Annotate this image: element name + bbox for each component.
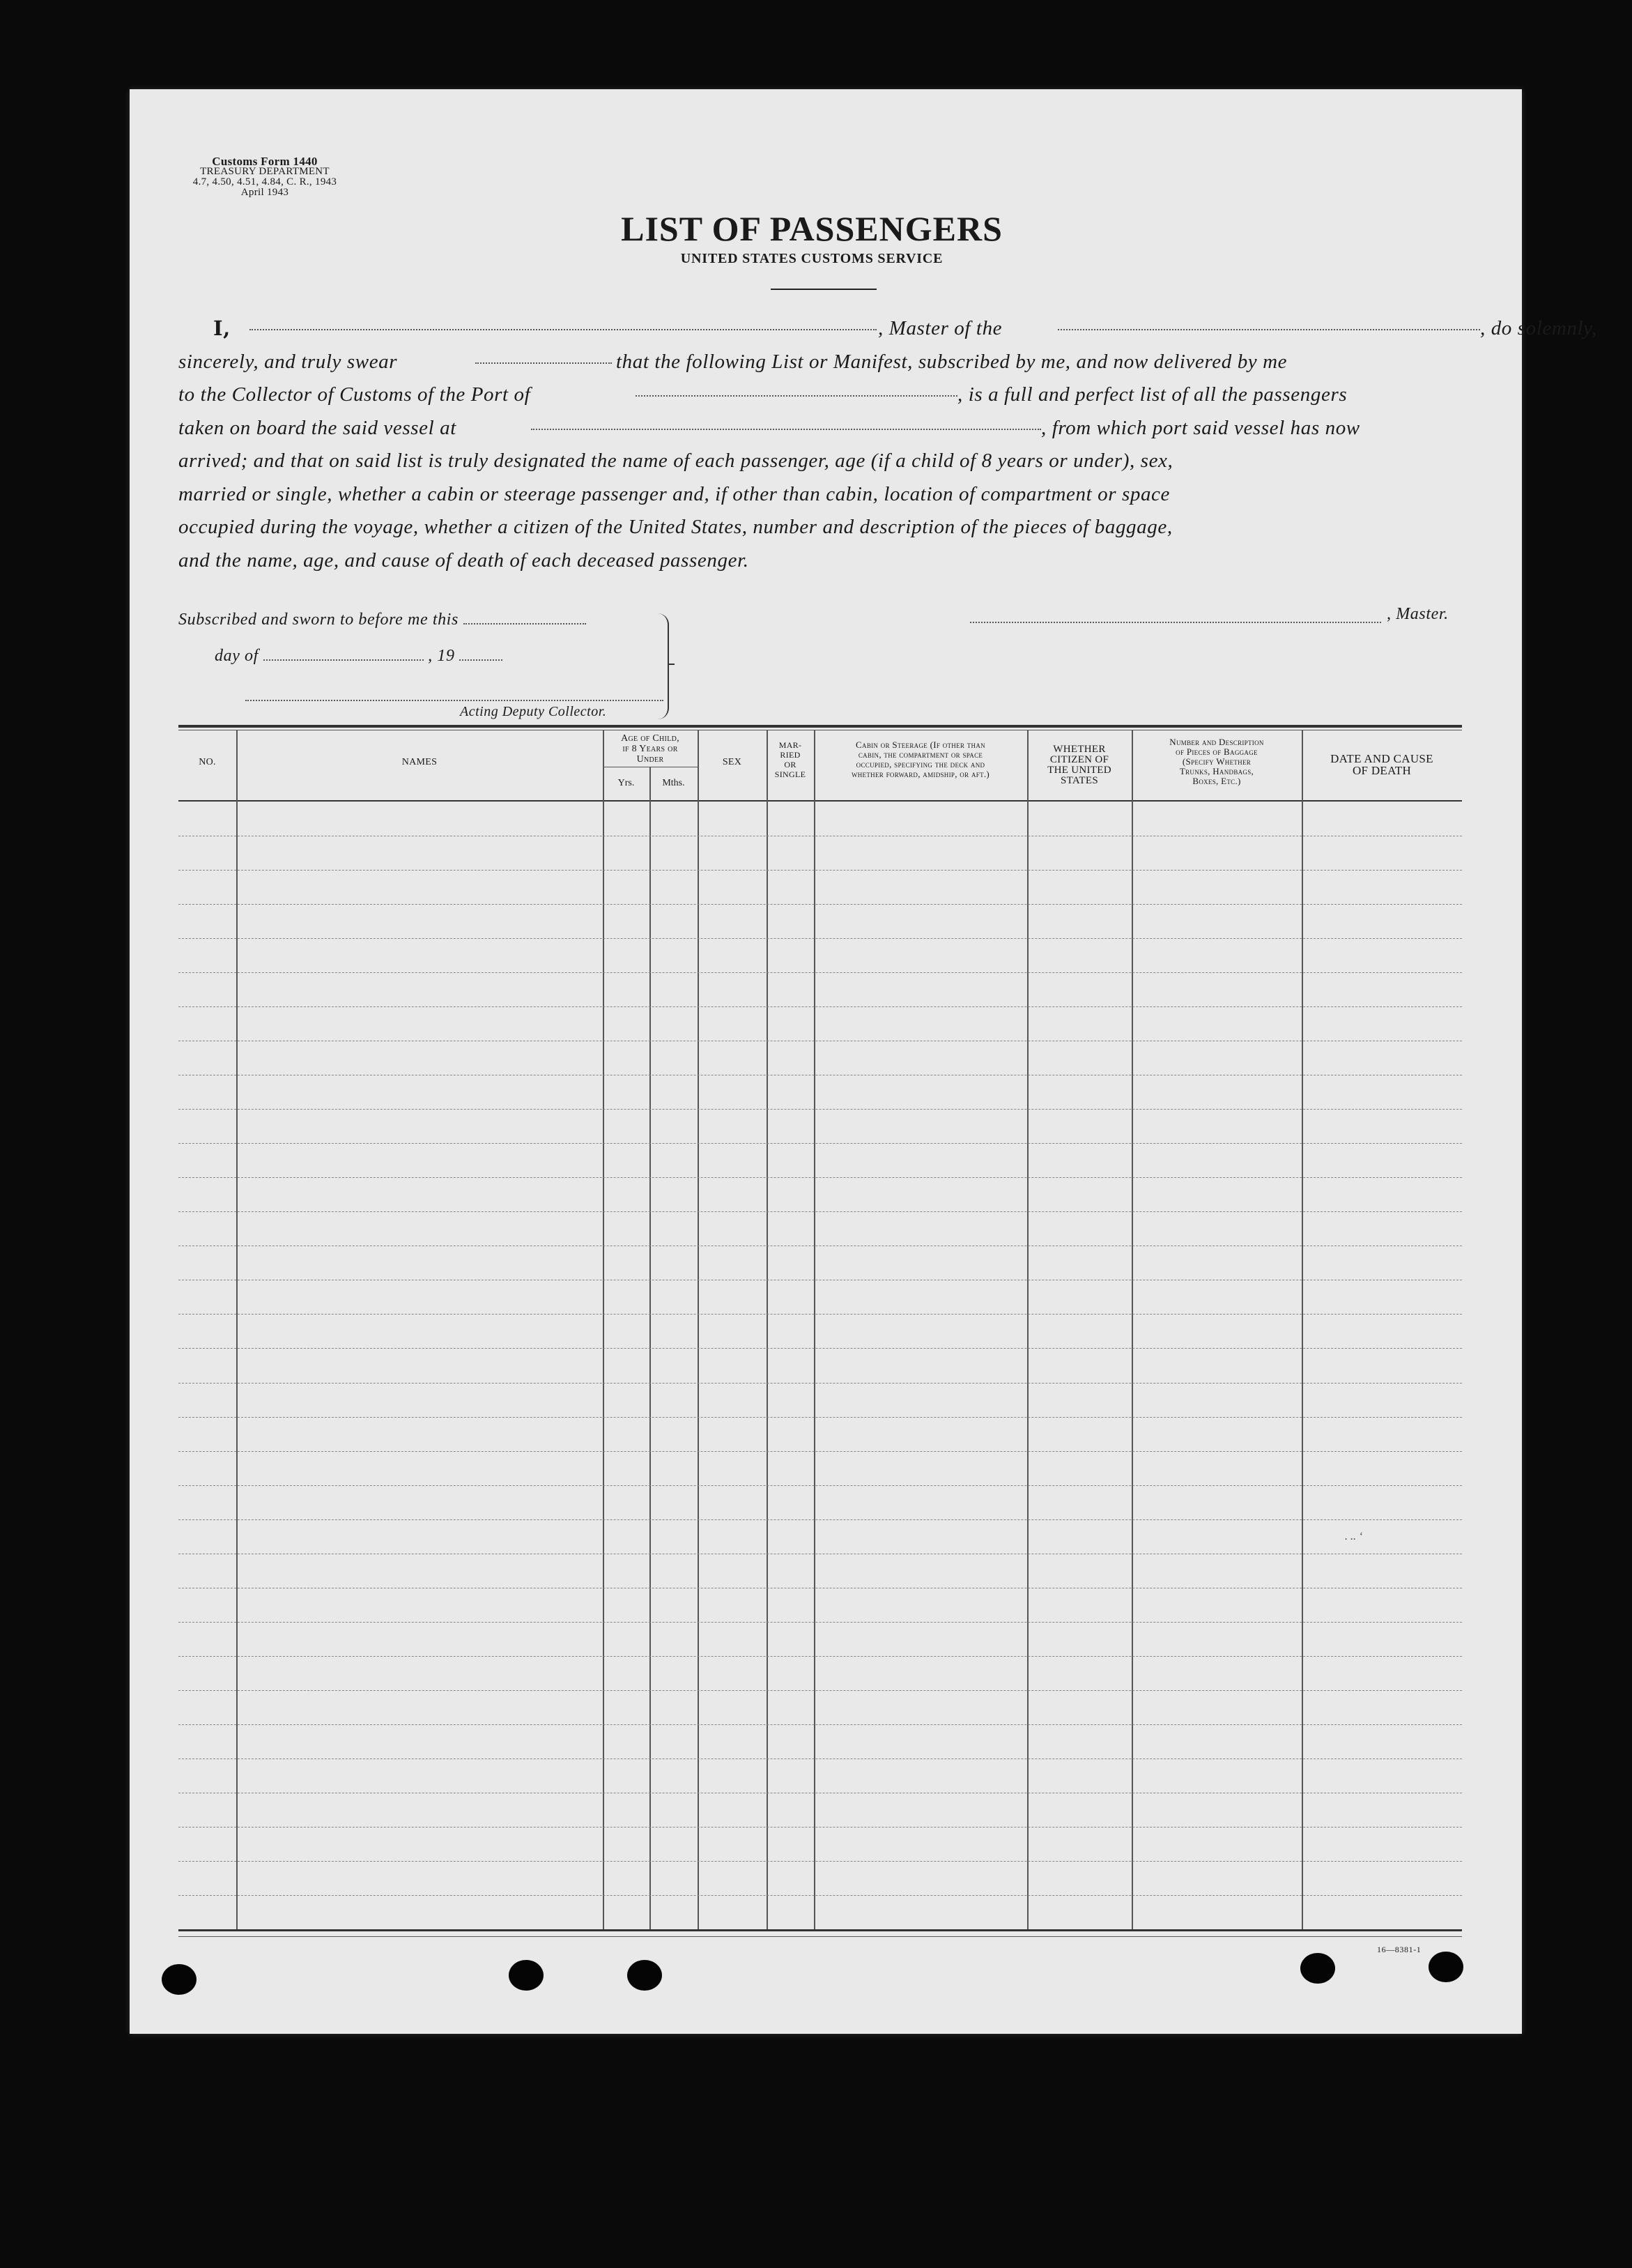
department: TREASURY DEPARTMENT bbox=[200, 166, 330, 177]
oath-line-8: and the name, age, and cause of death of each deceased passenger. bbox=[178, 549, 749, 572]
form-date: April 1943 bbox=[240, 187, 289, 198]
header-married-l4: SINGLE bbox=[774, 769, 806, 779]
sworn-month-field[interactable] bbox=[263, 643, 424, 661]
master-label: , Master. bbox=[1387, 605, 1449, 623]
table-row[interactable] bbox=[178, 1006, 1462, 1007]
header-citizen-l1: WHETHER bbox=[1053, 744, 1106, 755]
table-row[interactable] bbox=[178, 1895, 1462, 1896]
master-signature-field[interactable] bbox=[970, 622, 1381, 623]
swear-field[interactable] bbox=[475, 346, 612, 364]
header-age bbox=[603, 733, 698, 765]
header-cabin-l3: occupied, specifying the deck and bbox=[856, 759, 985, 769]
table-row[interactable] bbox=[178, 938, 1462, 939]
sworn-year-field[interactable] bbox=[459, 643, 502, 661]
header-cabin-l4: whether forward, amidship, or aft.) bbox=[851, 769, 990, 779]
table-row[interactable] bbox=[178, 1314, 1462, 1315]
oath-line-6: married or single, whether a cabin or steerage passenger and, if other than cabin, location of compartment or space bbox=[178, 482, 1170, 505]
header-married bbox=[767, 740, 814, 779]
table-row[interactable] bbox=[178, 1861, 1462, 1862]
table-row[interactable] bbox=[178, 972, 1462, 973]
sworn-text: Subscribed and sworn to before me this bbox=[178, 611, 459, 629]
header-no: NO. bbox=[199, 757, 216, 767]
header-citizen-l3: THE UNITED bbox=[1047, 765, 1111, 776]
footer-code: 16—8381-1 bbox=[1377, 1945, 1422, 1954]
header-baggage-l1: Number and Description bbox=[1169, 737, 1264, 747]
header-cabin-l2: cabin, the compartment or space bbox=[858, 749, 983, 760]
header-baggage-l3: (Specify Whether bbox=[1182, 756, 1252, 767]
col-divider bbox=[1302, 730, 1303, 1929]
table-row[interactable] bbox=[178, 1519, 1462, 1520]
oath-collector: to the Collector of Customs of the Port of bbox=[178, 383, 531, 406]
col-divider bbox=[603, 730, 604, 1929]
header-names: NAMES bbox=[401, 757, 438, 767]
oath-line-4 bbox=[178, 412, 1461, 445]
table-row[interactable] bbox=[178, 1348, 1462, 1349]
sworn-date-line bbox=[215, 643, 502, 666]
header-age-l2: if 8 Years or bbox=[622, 744, 678, 754]
oath-arrived-from: , from which port said vessel has now bbox=[1041, 416, 1360, 439]
table-row[interactable] bbox=[178, 1417, 1462, 1418]
table-row[interactable] bbox=[178, 1724, 1462, 1725]
passenger-table bbox=[178, 725, 1462, 1932]
table-row[interactable] bbox=[178, 870, 1462, 871]
oath-paragraph bbox=[178, 312, 1597, 577]
table-row[interactable] bbox=[178, 1485, 1462, 1486]
collector-label: Acting Deputy Collector. bbox=[460, 704, 607, 719]
oath-master-of: , Master of the bbox=[878, 317, 1003, 339]
table-row[interactable] bbox=[178, 1177, 1462, 1178]
punch-hole bbox=[509, 1960, 544, 1991]
oath-swear: sincerely, and truly swear bbox=[178, 350, 398, 373]
header-cabin-l1: Cabin or Steerage (If other than bbox=[856, 740, 985, 750]
day-of-label: day of bbox=[215, 647, 259, 665]
header-death-l2: OF DEATH bbox=[1352, 764, 1412, 777]
oath-line-5: arrived; and that on said list is truly designated the name of each passenger, age (if a child of 8 years or under), sex, bbox=[178, 450, 1173, 472]
col-divider bbox=[698, 730, 699, 1929]
col-divider bbox=[236, 730, 238, 1929]
header-baggage bbox=[1132, 737, 1302, 786]
col-divider bbox=[814, 730, 815, 1929]
sworn-line bbox=[178, 606, 586, 629]
table-bottom-rule bbox=[178, 1929, 1462, 1931]
stray-mark: . .. ‘ bbox=[1345, 1531, 1363, 1542]
table-row[interactable] bbox=[178, 1622, 1462, 1623]
vessel-name-field[interactable] bbox=[1058, 312, 1480, 330]
header-age-l3: Under bbox=[636, 754, 664, 765]
header-sex: SEX bbox=[722, 757, 742, 767]
header-baggage-l5: Boxes, Etc.) bbox=[1192, 776, 1241, 786]
collector-signature-field[interactable] bbox=[245, 700, 663, 701]
oath-taken: taken on board the said vessel at bbox=[178, 416, 456, 439]
port-field[interactable] bbox=[636, 378, 957, 397]
oath-following: that the following List or Manifest, subscribed by me, and now delivered by me bbox=[616, 350, 1288, 373]
header-cabin bbox=[814, 740, 1027, 779]
col-divider bbox=[1132, 730, 1133, 1929]
title-rule bbox=[771, 289, 877, 290]
oath-solemnly: , do solemnly, bbox=[1480, 317, 1597, 339]
header-married-l1: MAR- bbox=[778, 740, 802, 750]
punch-hole bbox=[627, 1960, 662, 1991]
col-divider bbox=[767, 730, 768, 1929]
header-baggage-l2: of Pieces of Baggage bbox=[1176, 746, 1258, 757]
page-title: LIST OF PASSENGERS bbox=[621, 209, 1003, 248]
year-label: , 19 bbox=[428, 647, 455, 665]
oath-i: I, bbox=[213, 316, 231, 340]
table-row[interactable] bbox=[178, 1451, 1462, 1452]
oath-line-1 bbox=[178, 312, 1597, 346]
oath-line-7: occupied during the voyage, whether a citizen of the United States, number and description of the pieces of baggage, bbox=[178, 516, 1173, 538]
punch-hole bbox=[1300, 1953, 1335, 1984]
table-row[interactable] bbox=[178, 1690, 1462, 1691]
table-row[interactable] bbox=[178, 1211, 1462, 1212]
punch-hole bbox=[1429, 1952, 1463, 1982]
form-meta bbox=[160, 156, 369, 198]
departure-port-field[interactable] bbox=[531, 412, 1041, 430]
regulation-ref: 4.7, 4.50, 4.51, 4.84, C. R., 1943 bbox=[192, 176, 337, 187]
header-yrs: Yrs. bbox=[617, 778, 635, 788]
header-mths: Mths. bbox=[662, 778, 685, 788]
sworn-day-field[interactable] bbox=[463, 606, 586, 625]
table-top-rule bbox=[178, 725, 1462, 728]
page-subtitle: UNITED STATES CUSTOMS SERVICE bbox=[680, 251, 944, 266]
header-citizen-l2: CITIZEN OF bbox=[1049, 754, 1109, 765]
oath-full-list: , is a full and perfect list of all the passengers bbox=[957, 383, 1348, 406]
col-divider bbox=[1027, 730, 1029, 1929]
header-baggage-l4: Trunks, Handbags, bbox=[1179, 766, 1254, 776]
header-death-l1: DATE AND CAUSE bbox=[1330, 752, 1433, 765]
header-citizen bbox=[1027, 744, 1132, 786]
oath-line-3 bbox=[178, 378, 1461, 412]
table-row[interactable] bbox=[178, 1827, 1462, 1828]
header-married-l2: RIED bbox=[780, 750, 801, 760]
table-row[interactable] bbox=[178, 904, 1462, 905]
brace bbox=[658, 613, 669, 719]
table-row[interactable] bbox=[178, 1656, 1462, 1657]
table-row[interactable] bbox=[178, 1383, 1462, 1384]
form-number: Customs Form 1440 bbox=[212, 155, 318, 168]
master-name-field[interactable] bbox=[249, 312, 877, 330]
table-row[interactable] bbox=[178, 1143, 1462, 1144]
table-row[interactable] bbox=[178, 1109, 1462, 1110]
header-death bbox=[1302, 753, 1462, 776]
header-age-l1: Age of Child, bbox=[621, 733, 679, 744]
table-header-rule bbox=[178, 800, 1462, 802]
header-married-l3: OR bbox=[784, 760, 796, 769]
table-bottom-rule-thin bbox=[178, 1936, 1462, 1937]
header-citizen-l4: STATES bbox=[1061, 775, 1098, 786]
punch-hole bbox=[162, 1964, 197, 1995]
oath-line-2 bbox=[178, 346, 1461, 379]
